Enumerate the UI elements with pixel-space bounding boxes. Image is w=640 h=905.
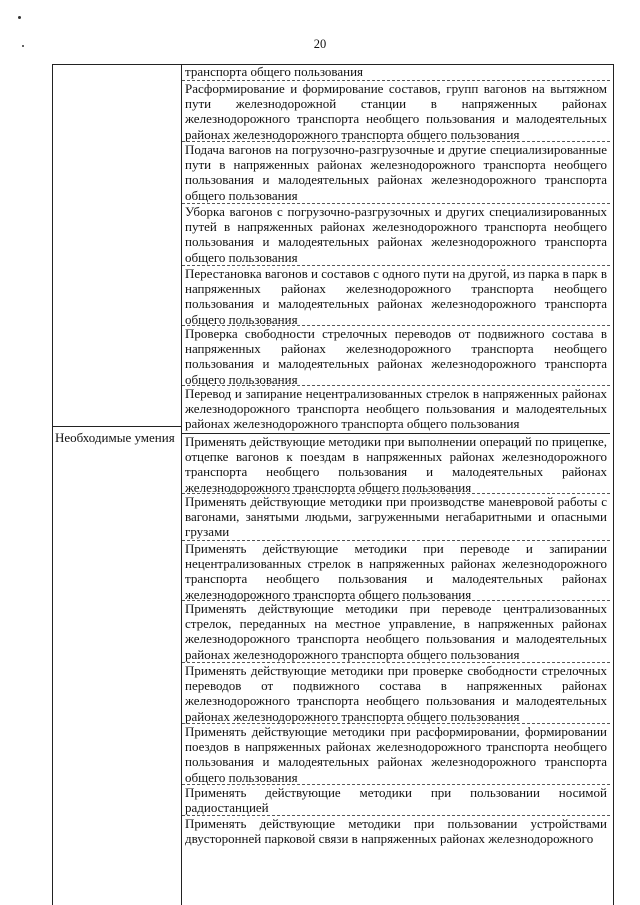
table-row: Применять действующие методики при пользовании носимой радиостанцией [182, 785, 610, 816]
competency-table [52, 64, 614, 905]
table-row: Применять действующие методики при выполнении операций по прицепке, отцепке вагонов к поездам в напряженных районах железнодорожного транспорта необщего пользования и малодеятельных районах железнодорожного транспорта общего пользования [182, 434, 610, 494]
table-row: Применять действующие методики при пользовании устройствами двусторонней парковой связи в напряженных районах железнодорожного [185, 816, 607, 847]
right-column [182, 64, 610, 856]
table-row: Применять действующие методики при переводе централизованных стрелок, переданных на местное управление, в напряженных районах железнодорожного транспорта необщего пользования и малодеятельных районах железнодорожного транспорта общего пользования [182, 601, 610, 663]
left-column [53, 64, 182, 905]
table-row: Подача вагонов на погрузочно-разгрузочные и другие специализированные пути в напряженных районах железнодорожного транспорта необщего пользования и малодеятельных районах железнодорожного транспорта общего пользования [182, 142, 610, 204]
table-row: Перевод и запирание нецентрализованных стрелок в напряженных районах железнодорожного транспорта необщего пользования и малодеятельных районах железнодорожного транспорта общего пользования [182, 386, 610, 434]
table-row: транспорта общего пользования [182, 64, 610, 81]
left-column-divider [53, 426, 181, 427]
page-number: 20 [313, 37, 327, 51]
table-row: Применять действующие методики при расформировании, формировании поездов в напряженных районах железнодорожного транспорта необщего пользования и малодеятельных районах железнодорожного транспорта общего пользования [182, 724, 610, 785]
table-row: Уборка вагонов с погрузочно-разгрузочных и других специализированных путей в напряженных районах железнодорожного транспорта необщего пользования и малодеятельных районах железнодорожного транспорта общего пользования [182, 204, 610, 266]
table-row: Перестановка вагонов и составов с одного пути на другой, из парка в парк в напряженных районах железнодорожного транспорта необщего пользования и малодеятельных районах железнодорожного транспорта общего пользования [182, 266, 610, 326]
table-row: Применять действующие методики при производстве маневровой работы с вагонами, занятыми людьми, загруженными негабаритными и опасными грузами [182, 494, 610, 541]
scan-mark [18, 16, 21, 19]
table-row: Применять действующие методики при переводе и запирании нецентрализованных стрелок в напряженных районах железнодорожного транспорта необщего пользования и малодеятельных районах железнодорожного транспорта общего пользования [182, 541, 610, 601]
table-row: Применять действующие методики при проверке свободности стрелочных переводов от подвижного состава в напряженных районах железнодорожного транспорта необщего пользования и малодеятельных районах железнодорожного транспорта общего пользования [182, 663, 610, 724]
table-row: Расформирование и формирование составов, групп вагонов на вытяжном пути железнодорожной станции в напряженных районах железнодорожного транспорта необщего пользования и малодеятельных районах железнодорожного транспорта общего пользования [182, 81, 610, 142]
table-row: Проверка свободности стрелочных переводов от подвижного состава в напряженных районах железнодорожного транспорта необщего пользования и малодеятельных районах железнодорожного транспорта общего пользования [182, 326, 610, 386]
left-column-label: Необходимые умения [55, 430, 175, 445]
